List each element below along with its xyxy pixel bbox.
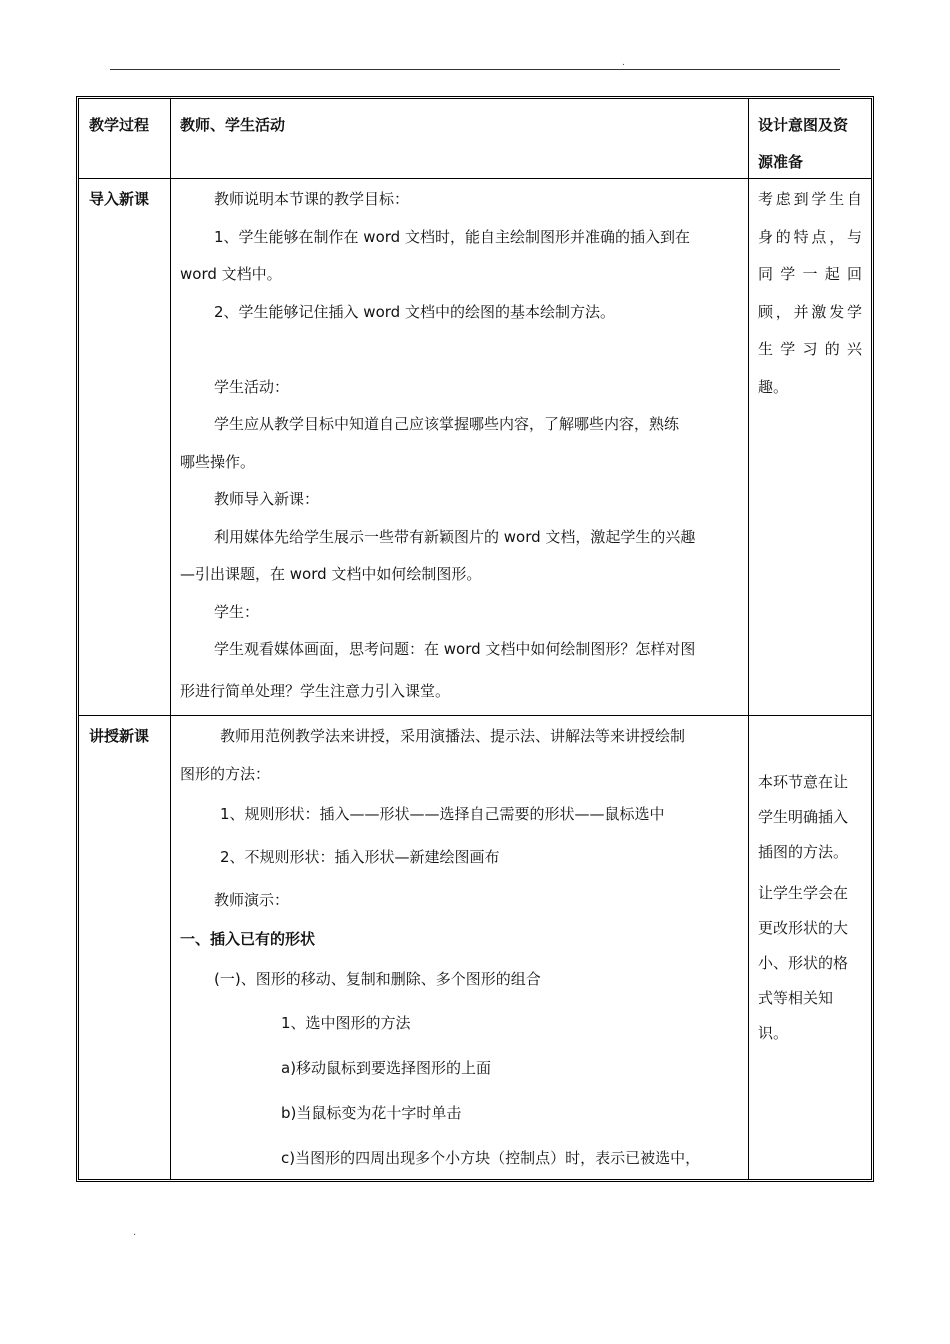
- teaching-activities: [180, 718, 744, 1181]
- design-line: 识。: [758, 1024, 789, 1042]
- design-line: 插图的方法。: [758, 843, 849, 861]
- text-line: —引出课题，在 word 文档中如何绘制图形。: [180, 565, 482, 583]
- footer-dot: .: [133, 1227, 137, 1238]
- text-line: 1、学生能够在制作在 word 文档时，能自主绘制图形并准确的插入到在: [214, 227, 690, 246]
- text-line: 1、选中图形的方法: [281, 1014, 411, 1032]
- intro-activities: [180, 181, 744, 713]
- text-line: c)当图形的四周出现多个小方块（控制点）时，表示已被选中，: [281, 1149, 701, 1167]
- design-line: 学生明确插入: [758, 808, 849, 826]
- text-line: 2、学生能够记住插入 word 文档中的绘图的基本绘制方法。: [214, 302, 615, 321]
- design-line: 同学一起回: [758, 265, 862, 283]
- text-line: 学生活动：: [214, 377, 290, 396]
- design-line: 小、形状的格: [758, 954, 849, 972]
- text-line: 教师演示：: [214, 891, 290, 909]
- section-heading: 一、插入已有的形状: [180, 930, 316, 948]
- header-dot: .: [622, 58, 625, 68]
- header-design: 设计意图及资源准备: [758, 116, 849, 171]
- text-line: 学生：: [214, 602, 260, 621]
- design-line: 让学生学会在: [758, 884, 849, 902]
- row-label-teaching: 讲授新课: [89, 727, 150, 745]
- header-activities: 教师、学生活动: [180, 116, 286, 134]
- text-line: 2、不规则形状：插入形状—新建绘图画布: [220, 848, 500, 866]
- text-line: 1、规则形状：插入——形状——选择自己需要的形状——鼠标选中: [220, 805, 665, 823]
- text-line: 教师导入新课：: [214, 490, 320, 508]
- row-label-intro: 导入新课: [89, 190, 150, 208]
- design-line: 更改形状的大: [758, 919, 849, 937]
- row-divider-header: [79, 178, 871, 179]
- text-line: (一)、图形的移动、复制和删除、多个图形的组合: [214, 970, 541, 988]
- header-process: 教学过程: [89, 116, 150, 134]
- teaching-design: [758, 765, 862, 1051]
- design-line: 式等相关知: [758, 989, 834, 1007]
- design-line: 身的特点，与: [758, 227, 862, 246]
- text-line: 学生应从教学目标中知道自己应该掌握哪些内容，了解哪些内容，熟练: [214, 415, 680, 433]
- text-line: 形进行简单处理？学生注意力引入课堂。: [180, 681, 451, 700]
- text-line: 利用媒体先给学生展示一些带有新颖图片的 word 文档，激起学生的兴趣: [214, 527, 696, 546]
- text-line: 教师说明本节课的教学目标：: [214, 190, 410, 208]
- design-line: 生学习的兴: [758, 340, 862, 358]
- column-divider-1: [170, 99, 171, 1179]
- design-line: 考虑到学生自: [758, 190, 862, 208]
- column-divider-2: [748, 99, 749, 1179]
- header-rule: [110, 69, 840, 70]
- text-line: 哪些操作。: [180, 452, 256, 471]
- blank-line: [180, 331, 744, 369]
- row-divider-2: [79, 715, 871, 716]
- text-line: 学生观看媒体画面，思考问题：在 word 文档中如何绘制图形？怎样对图: [214, 640, 696, 658]
- design-line: 趣。: [758, 377, 789, 396]
- text-line: b)当鼠标变为花十字时单击: [281, 1104, 462, 1122]
- text-line: 教师用范例教学法来讲授，采用演播法、提示法、讲解法等来讲授绘制: [220, 727, 686, 745]
- design-line: 本环节意在让: [758, 773, 849, 791]
- text-line: 图形的方法：: [180, 764, 271, 783]
- text-line: a)移动鼠标到要选择图形的上面: [281, 1059, 492, 1077]
- intro-design: [758, 181, 862, 406]
- design-line: 顾，并激发学: [758, 302, 862, 321]
- lesson-table: [76, 96, 874, 1182]
- text-line: word 文档中。: [180, 265, 282, 283]
